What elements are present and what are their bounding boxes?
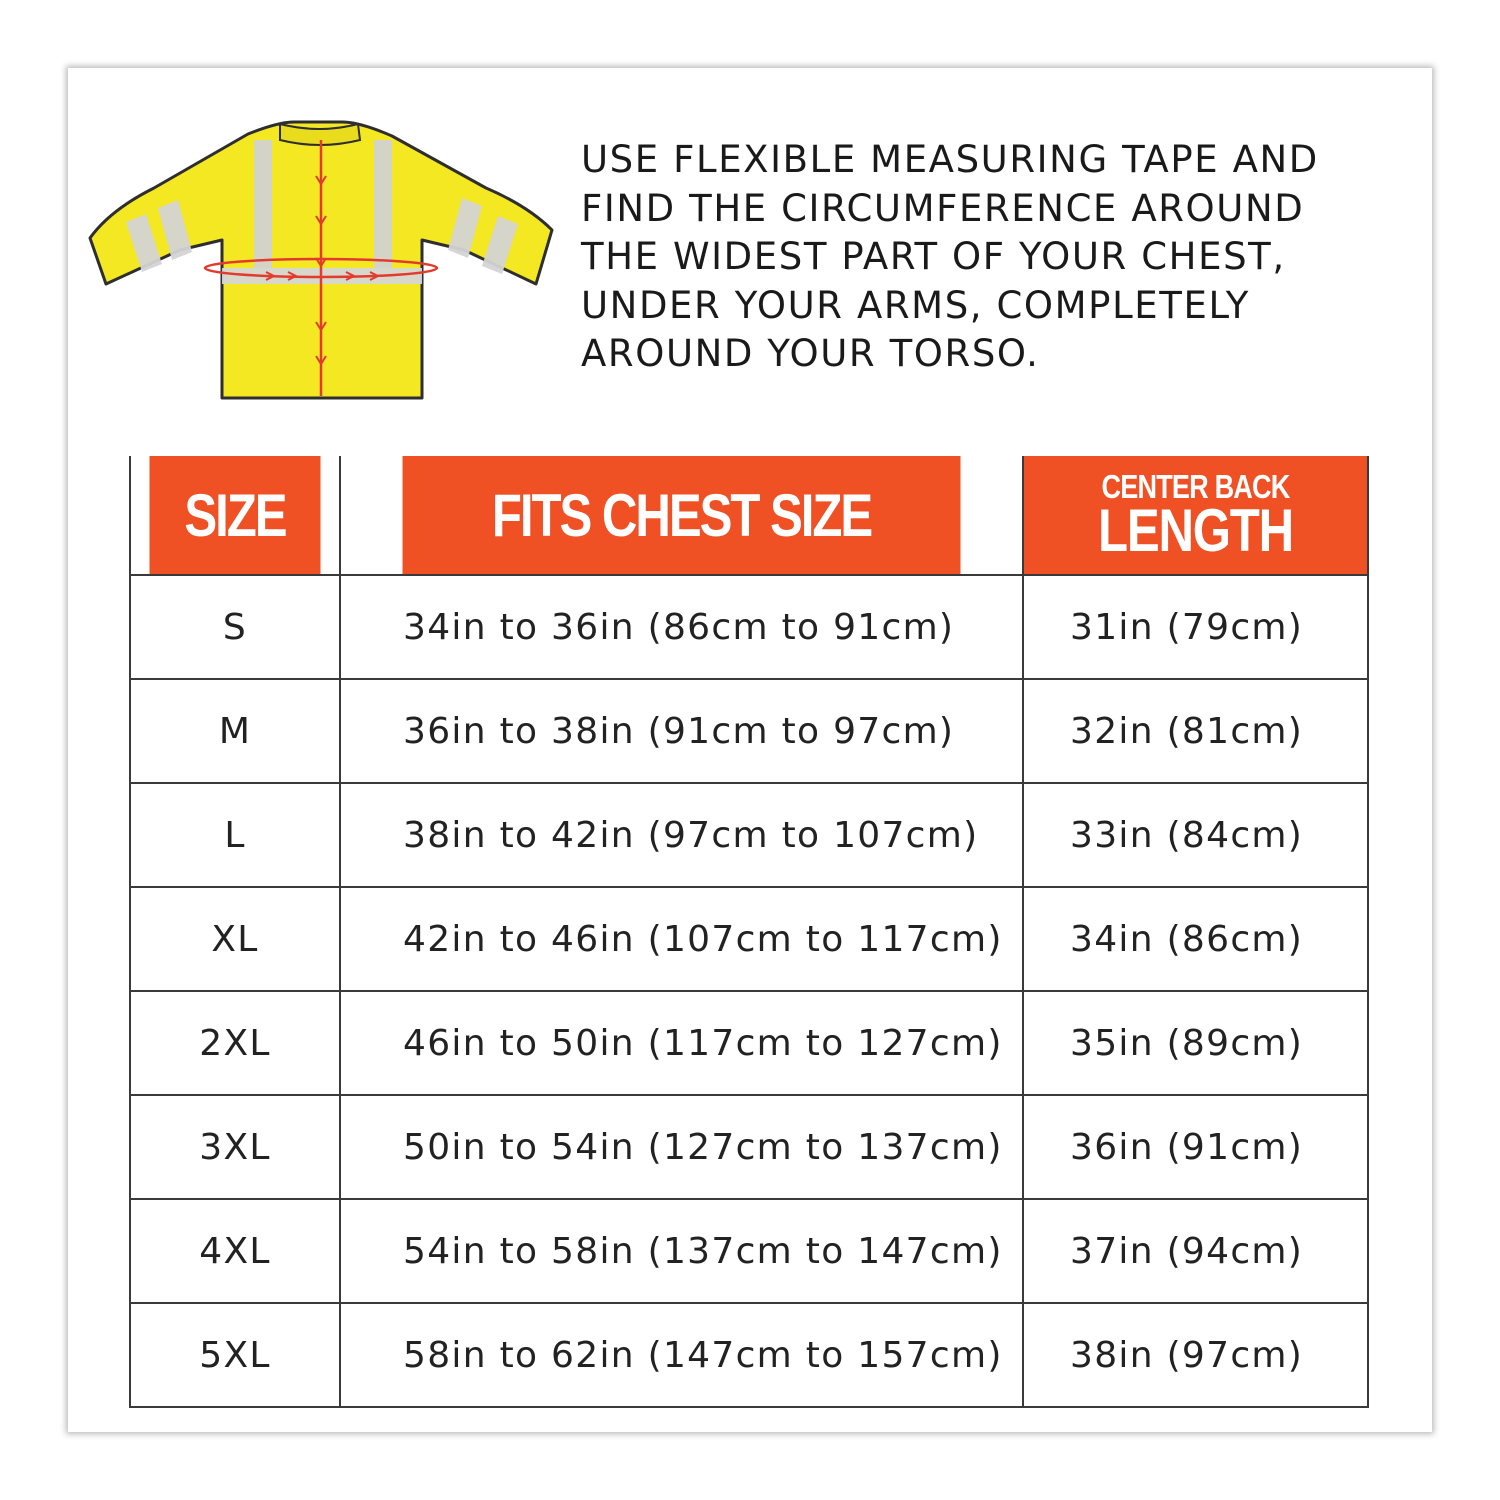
chest-column-header: FITS CHEST SIZE xyxy=(401,456,961,575)
size-cell: M xyxy=(130,679,340,783)
length-header-top: CENTER BACK xyxy=(1101,467,1290,505)
chest-cell: 50in to 54in (127cm to 137cm) xyxy=(340,1095,1023,1199)
table-row xyxy=(130,887,1368,991)
table-row xyxy=(130,575,1368,679)
length-cell: 35in (89cm) xyxy=(1023,991,1368,1095)
table-row xyxy=(130,1303,1368,1407)
table-row xyxy=(130,1095,1368,1199)
size-table xyxy=(129,456,1369,1408)
chest-cell: 58in to 62in (147cm to 157cm) xyxy=(340,1303,1023,1407)
length-cell: 36in (91cm) xyxy=(1023,1095,1368,1199)
length-cell: 31in (79cm) xyxy=(1023,575,1368,679)
length-cell: 34in (86cm) xyxy=(1023,887,1368,991)
size-cell: 2XL xyxy=(130,991,340,1095)
size-cell: S xyxy=(130,575,340,679)
length-cell: 33in (84cm) xyxy=(1023,783,1368,887)
length-cell: 38in (97cm) xyxy=(1023,1303,1368,1407)
length-cell: 37in (94cm) xyxy=(1023,1199,1368,1303)
chest-cell: 36in to 38in (91cm to 97cm) xyxy=(340,679,1023,783)
chest-cell: 46in to 50in (117cm to 127cm) xyxy=(340,991,1023,1095)
length-column-header xyxy=(1023,456,1368,575)
table-row xyxy=(130,783,1368,887)
size-cell: 5XL xyxy=(130,1303,340,1407)
size-cell: XL xyxy=(130,887,340,991)
table-row xyxy=(130,1199,1368,1303)
table-header-row xyxy=(130,456,1368,575)
size-column-header: SIZE xyxy=(149,456,321,575)
chest-cell: 54in to 58in (137cm to 147cm) xyxy=(340,1199,1023,1303)
chest-cell: 38in to 42in (97cm to 107cm) xyxy=(340,783,1023,887)
chest-cell: 42in to 46in (107cm to 117cm) xyxy=(340,887,1023,991)
size-cell: 4XL xyxy=(130,1199,340,1303)
length-cell: 32in (81cm) xyxy=(1023,679,1368,783)
size-cell: L xyxy=(130,783,340,887)
size-cell: 3XL xyxy=(130,1095,340,1199)
measuring-instructions: USE FLEXIBLE MEASURING TAPE AND FIND THE CIRCUMFERENCE AROUND THE WIDEST PART OF YOUR CHEST, UNDER YOUR ARMS, COMPLETELY AROUND YOUR TORSO. xyxy=(581,138,1319,375)
table-row xyxy=(130,991,1368,1095)
length-header-bottom: LENGTH xyxy=(1098,496,1293,564)
chest-cell: 34in to 36in (86cm to 91cm) xyxy=(340,575,1023,679)
hi-vis-jacket-icon xyxy=(88,118,558,404)
table-row xyxy=(130,679,1368,783)
